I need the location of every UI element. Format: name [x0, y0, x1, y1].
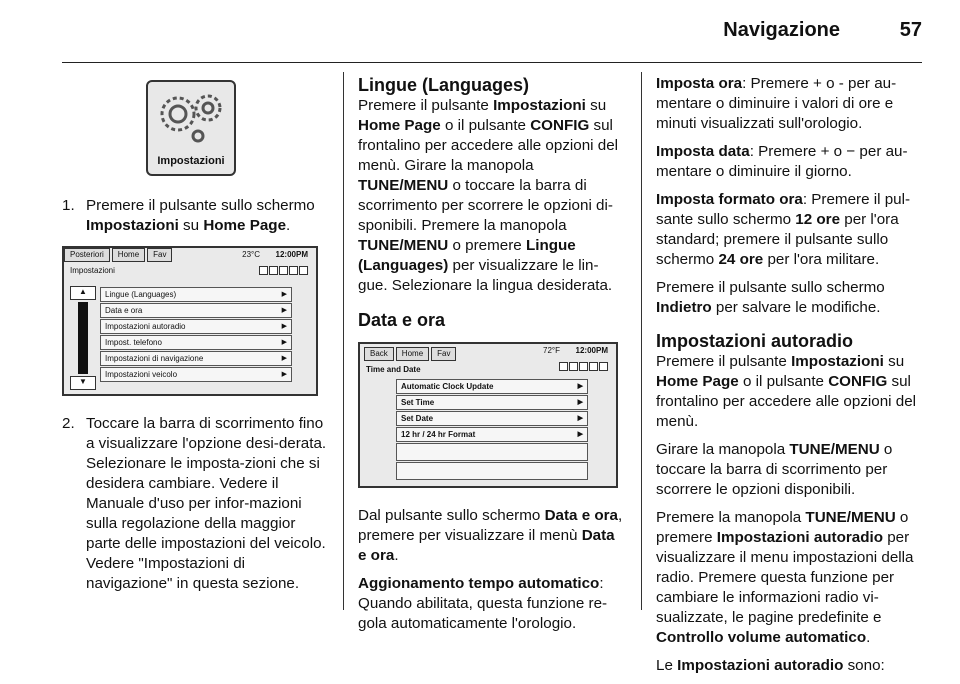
tab-fav: Fav [147, 248, 172, 262]
section-heading: Impostazioni autoradio [656, 331, 854, 351]
settings-list [100, 286, 292, 382]
temperature: 72°F [543, 346, 560, 355]
paragraph: Premere il pulsante Impostazioni su Home Page o il pulsante CONFIG sul frontalino per accedere alle opzioni del menù. [656, 353, 917, 430]
list-item [62, 196, 330, 236]
column-2 [358, 74, 626, 642]
tab-fav: Fav [431, 347, 456, 361]
screen-title: Impostazioni [70, 266, 115, 275]
list-item: Impostazioni veicolo ▶ [100, 367, 292, 382]
tab-back: Back [364, 347, 394, 361]
paragraph: Girare la manopola TUNE/MENU o toccare la barra di scorrimento per scorrere le opzioni disponibili. [656, 441, 893, 498]
tab-home: Home [112, 248, 145, 262]
paragraph: Aggionamento tempo automatico: Quando abilitata, questa funzione re-gola automaticamente l'orologio. [358, 575, 608, 632]
paragraph: Le Impostazioni autoradio sono: [656, 657, 885, 674]
list-item: Impostazioni di navigazione ▶ [100, 351, 292, 366]
list-item: Data e ora ▶ [100, 303, 292, 318]
status-icons [559, 362, 608, 371]
list-item: Impostazioni autoradio ▶ [100, 319, 292, 334]
list-item: Automatic Clock Update ▶ [396, 379, 588, 394]
tile-label: Impostazioni [157, 155, 225, 167]
step-number: 2. [62, 415, 75, 432]
list-item: Set Date ▶ [396, 411, 588, 426]
gears-icon [154, 86, 228, 152]
paragraph: Dal pulsante sullo schermo Data e ora, premere per visualizzare il menù Data e ora. [358, 507, 623, 564]
settings-list [396, 378, 588, 480]
column-separator [641, 72, 642, 610]
clock: 12:00PM [275, 250, 308, 259]
section-heading: Data e ora [358, 310, 446, 330]
paragraph: Imposta formato ora: Premere il pul-sante sullo schermo 12 ore per l'ora standard; premere il pulsante sullo schermo 24 ore per l'ora militare. [656, 191, 911, 268]
temperature: 23°C [242, 250, 260, 259]
column-3 [656, 74, 924, 684]
list-item: Lingue (Languages) ▶ [100, 287, 292, 302]
paragraph: Premere il pulsante sullo schermo Indietro per salvare le modifiche. [656, 279, 885, 316]
step-number: 1. [62, 197, 75, 214]
paragraph: Imposta ora: Premere + o - per au-mentare o diminuire i valori di ore e minuti visualizzati sull'orologio. [656, 75, 897, 132]
screen-title: Time and Date [366, 365, 421, 374]
list-item: Impost. telefono ▶ [100, 335, 292, 350]
status-icons [259, 266, 308, 275]
step-text: Premere il pulsante sullo schermo Impostazioni su Home Page. [86, 197, 315, 234]
header-rule [62, 62, 922, 63]
column-separator [343, 72, 344, 610]
tab-home: Home [396, 347, 429, 361]
page-number: 57 [899, 19, 922, 41]
paragraph: Imposta data: Premere + o − per au-mentare o diminuire il giorno. [656, 143, 908, 180]
time-date-screen [358, 342, 618, 488]
scroll-up-icon: ▲ [70, 286, 96, 300]
header-title: Navigazione [723, 19, 840, 41]
step-text: Toccare la barra di scorrimento fino a visualizzare l'opzione desi-derata. Selezionare le imposta-zioni che si desidera cambiare. Vedere il Manuale d'uso per infor-mazioni sulla regolazione della maggior parte delle impostazioni del veicolo. Vedere "Impostazioni di navigazione" in questa sezione. [86, 415, 327, 592]
list-item: 12 hr / 24 hr Format ▶ [396, 427, 588, 442]
tab-rear: Posteriori [64, 248, 110, 262]
scroll-thumb [78, 302, 88, 374]
column-1 [62, 74, 330, 604]
list-item [62, 414, 330, 594]
settings-tile [146, 80, 236, 176]
paragraph: Premere la manopola TUNE/MENU o premere Impostazioni autoradio per visualizzare il menu impostazioni della radio. Premere questa funzione per cambiare le informazioni radio vi-sualizzate, le pagine predefinite e Controllo volume automatico. [656, 509, 914, 646]
settings-screen [62, 246, 318, 396]
scrollbar [70, 286, 96, 390]
scroll-down-icon: ▼ [70, 376, 96, 390]
list-item: Set Time ▶ [396, 395, 588, 410]
paragraph: Premere il pulsante Impostazioni su Home Page o il pulsante CONFIG sul frontalino per accedere alle opzioni del menù. Girare la manopola TUNE/MENU o toccare la barra di scorrimento per scorrere le opzioni di-sponibili. Premere la manopola TUNE/MENU o premere Lingue (Languages) per visualizzare le lin-gue. Selezionare la lingua desiderata. [358, 97, 619, 294]
clock: 12:00PM [575, 346, 608, 355]
section-heading: Lingue (Languages) [358, 75, 529, 95]
